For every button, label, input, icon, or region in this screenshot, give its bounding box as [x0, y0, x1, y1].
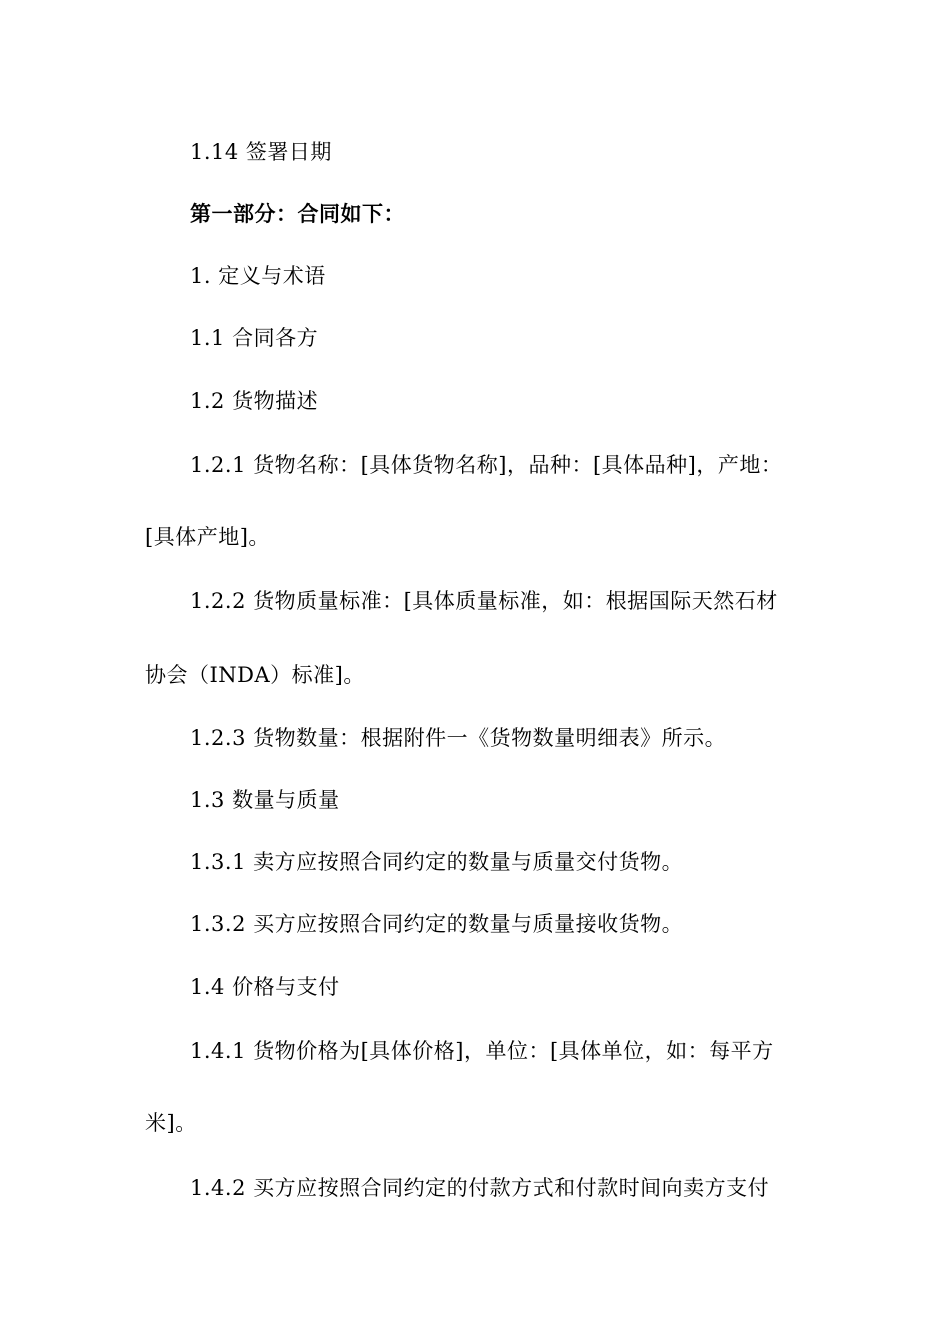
clause-1-1-parties: 1.1 合同各方	[190, 326, 319, 350]
clause-1-2-3-quantity: 1.2.3 货物数量：根据附件一《货物数量明细表》所示。	[190, 726, 727, 750]
clause-1-3-1-seller-delivery: 1.3.1 卖方应按照合同约定的数量与质量交付货物。	[190, 850, 684, 874]
clause-1-14-signing-date: 1.14 签署日期	[190, 140, 332, 164]
clause-1-4-1-continuation: 米]。	[145, 1111, 197, 1135]
clause-1-4-1-price: 1.4.1 货物价格为[具体价格]，单位：[具体单位，如：每平方	[190, 1039, 774, 1063]
clause-1-2-2-continuation: 协会（INDA）标准]。	[145, 663, 365, 687]
clause-1-2-1-goods-name: 1.2.1 货物名称：[具体货物名称]，品种：[具体品种]，产地：	[190, 453, 783, 477]
clause-1-3-2-buyer-acceptance: 1.3.2 买方应按照合同约定的数量与质量接收货物。	[190, 912, 684, 936]
clause-1-2-goods-description: 1.2 货物描述	[190, 389, 319, 413]
clause-1-2-2-quality-standard: 1.2.2 货物质量标准：[具体质量标准，如：根据国际天然石材	[190, 589, 778, 613]
section-1-definitions: 1. 定义与术语	[190, 264, 326, 288]
clause-1-4-price-payment: 1.4 价格与支付	[190, 975, 340, 999]
clause-1-2-1-continuation: [具体产地]。	[145, 525, 270, 549]
clause-1-3-quantity-quality: 1.3 数量与质量	[190, 788, 340, 812]
clause-1-4-2-payment-terms: 1.4.2 买方应按照合同约定的付款方式和付款时间向卖方支付	[190, 1176, 770, 1200]
part-one-heading: 第一部分：合同如下：	[190, 202, 405, 226]
